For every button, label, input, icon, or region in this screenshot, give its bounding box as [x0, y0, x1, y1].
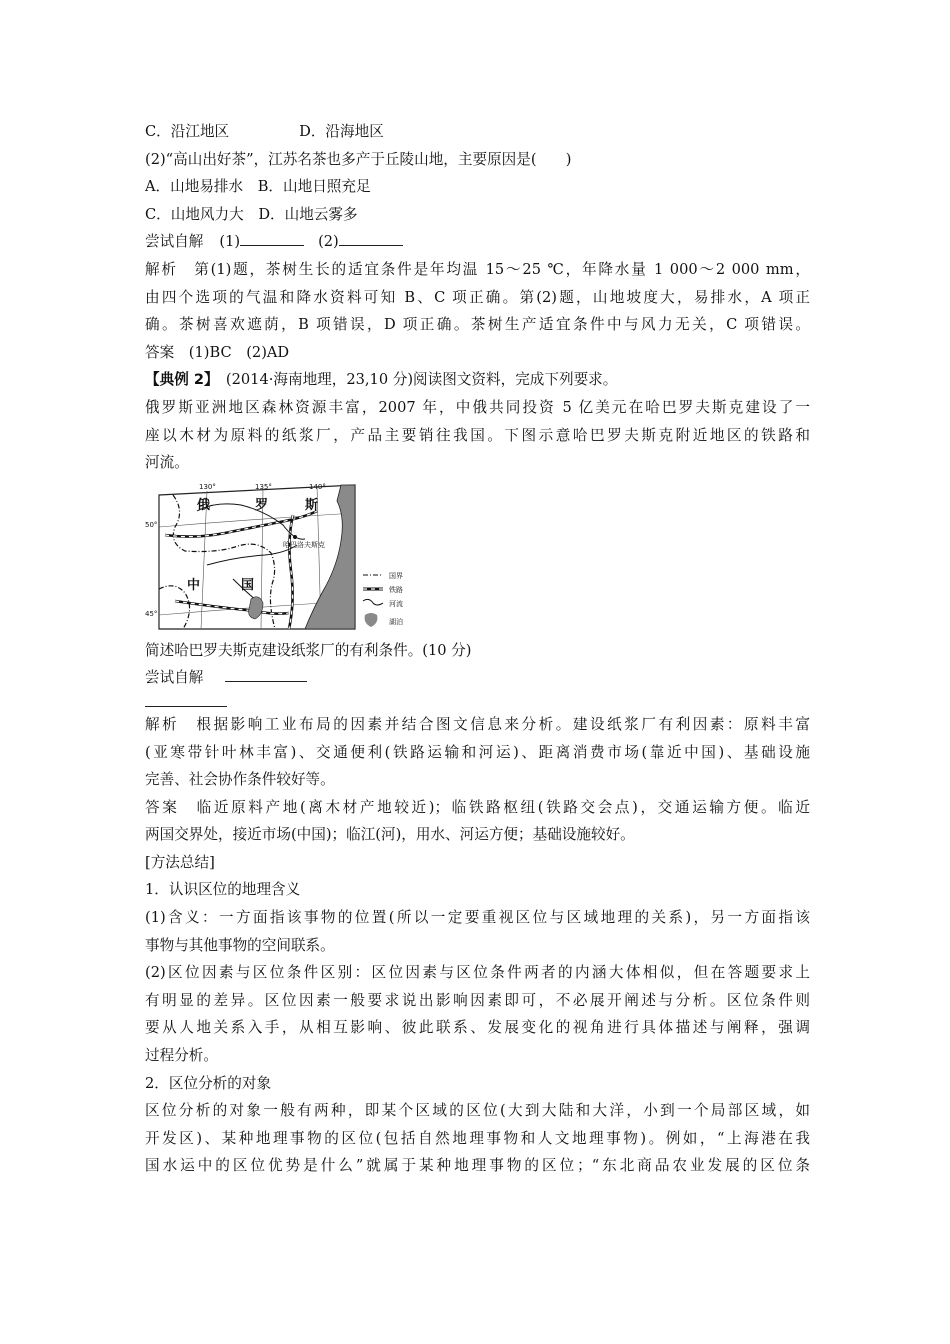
option-d: D．沿海地区	[299, 123, 384, 140]
section-2-line-3: 国水运中的区位优势是什么”就属于某种地理事物的区位；“东北商品农业发展的区位条	[145, 1157, 810, 1175]
material-line-2: 座以木材为原料的纸浆厂，产品主要销往我国。下图示意哈巴罗夫斯克附近地区的铁路和	[145, 426, 810, 444]
options-line-cd	[145, 118, 810, 146]
section-1-p2-line-4: 过程分析。	[145, 1047, 218, 1065]
city-label: 哈巴洛夫斯克	[283, 540, 325, 549]
label-luo: 罗	[255, 497, 269, 513]
legend-border: 国界	[389, 571, 403, 580]
label-zhong: 中	[187, 577, 201, 593]
section-1-p2-line-3: 要从人地关系入手，从相互影响、彼此联系、发展变化的视角进行具体描述与阐释，强调	[145, 1019, 810, 1037]
lon-label-130: 130°	[199, 482, 216, 491]
method-summary-heading: [方法总结]	[145, 853, 215, 871]
section-1-heading: 1．认识区位的地理含义	[145, 881, 301, 899]
answer-blank-continuation[interactable]	[145, 692, 227, 707]
question-2: (2)“高山出好茶”，江苏名茶也多产于丘陵山地，主要原因是( )	[145, 150, 572, 168]
section-1-p2-line-1: (2)区位因素与区位条件区别：区位因素与区位条件两者的内涵大体相似，但在答题要求上	[145, 964, 810, 982]
section-1-p1-line-2: 事物与其他事物的空间联系。	[145, 936, 335, 954]
example-2-source: (2014·海南地理，23,10 分)阅读图文资料，完成下列要求。	[211, 371, 618, 389]
lat-label-50: 50°	[145, 520, 158, 529]
answer-blank-3[interactable]	[225, 667, 307, 682]
options-line-cd-2: C．山地风力大 D．山地云雾多	[145, 205, 358, 223]
answer-line: 答案 (1)BC (2)AD	[145, 343, 290, 361]
analysis2-line-3: 完善、社会协作条件较好等。	[145, 771, 335, 789]
section-1-p2-line-2: 有明显的差异。区位因素一般要求说出影响因素即可，不必展开阐述与分析。区位条件则	[145, 991, 810, 1009]
answer-blank-1[interactable]	[240, 231, 304, 246]
answer2-line-1: 答案 临近原料产地(离木材产地较近)；临铁路枢纽(铁路交会点)，交通运输方便。临近	[145, 798, 810, 816]
legend-railway: 铁路	[389, 585, 403, 594]
self-answer-label-2: 尝试自解	[145, 669, 204, 687]
lat-label-45: 45°	[145, 609, 158, 618]
analysis2-line-2: (亚寒带针叶林丰富)、交通便利(铁路运输和河运)、距离消费市场(靠近中国)、基础设施	[145, 743, 810, 761]
lon-label-140: 140°	[309, 482, 326, 491]
document-page	[145, 118, 810, 1180]
section-2-line-2: 开发区)、某种地理事物的区位(包括自然地理事物和人文地理事物)。例如，“上海港在我	[145, 1129, 810, 1147]
section-1-p1-line-1: (1)含义：一方面指该事物的位置(所以一定要重视区位与区域地理的关系)，另一方面指该	[145, 909, 810, 927]
analysis-line-3: 确。茶树喜欢遮荫，B 项错误，D 项正确。茶树生产适宜条件中与风力无关，C 项错误。	[145, 316, 810, 334]
example-2-label: 【典例 2】	[145, 371, 212, 389]
analysis-line-2: 由四个选项的气温和降水资料可知 B、C 项正确。第(2)题，山地坡度大，易排水，A 项正	[145, 288, 810, 306]
analysis-line-1: 解析 第(1)题，茶树生长的适宜条件是年均温 15～25 ℃，年降水量 1 000～2 000 mm，	[145, 260, 810, 278]
section-2-line-1: 区位分析的对象一般有两种，即某个区域的区位(大到大陆和大洋，小到一个局部区域，如	[145, 1102, 810, 1120]
blank-2-label: (2)	[318, 233, 339, 251]
lon-label-135: 135°	[255, 482, 272, 491]
self-answer-label: 尝试自解	[145, 233, 204, 251]
answer-blank-2[interactable]	[339, 231, 403, 246]
material-line-1: 俄罗斯亚洲地区森林资源丰富，2007 年，中俄共同投资 5 亿美元在哈巴罗夫斯克建设了一	[145, 398, 810, 416]
self-answer-line-2	[145, 664, 810, 692]
example-2-heading	[145, 366, 810, 394]
label-guo: 国	[241, 577, 255, 593]
material-line-3: 河流。	[145, 454, 189, 472]
question-text: 简述哈巴罗夫斯克建设纸浆厂的有利条件。(10 分)	[145, 641, 472, 659]
legend-lake: 湖泊	[389, 617, 403, 626]
analysis2-line-1: 解析 根据影响工业布局的因素并结合图文信息来分析。建设纸浆厂有利因素：原料丰富	[145, 715, 810, 733]
khabarovsk-map	[145, 481, 410, 633]
answer2-line-2: 两国交界处，接近市场(中国)；临江(河)，用水、河运方便；基础设施较好。	[145, 826, 635, 844]
self-answer-line	[145, 228, 810, 256]
blank-1-label: (1)	[219, 233, 241, 251]
section-2-heading: 2．区位分析的对象	[145, 1074, 272, 1092]
label-e: 俄	[197, 497, 211, 513]
options-line-ab: A．山地易排水 B．山地日照充足	[145, 178, 371, 196]
option-c: C．沿江地区	[145, 123, 230, 140]
map-legend	[363, 571, 403, 627]
label-si: 斯	[305, 497, 319, 513]
legend-river: 河流	[389, 599, 403, 608]
